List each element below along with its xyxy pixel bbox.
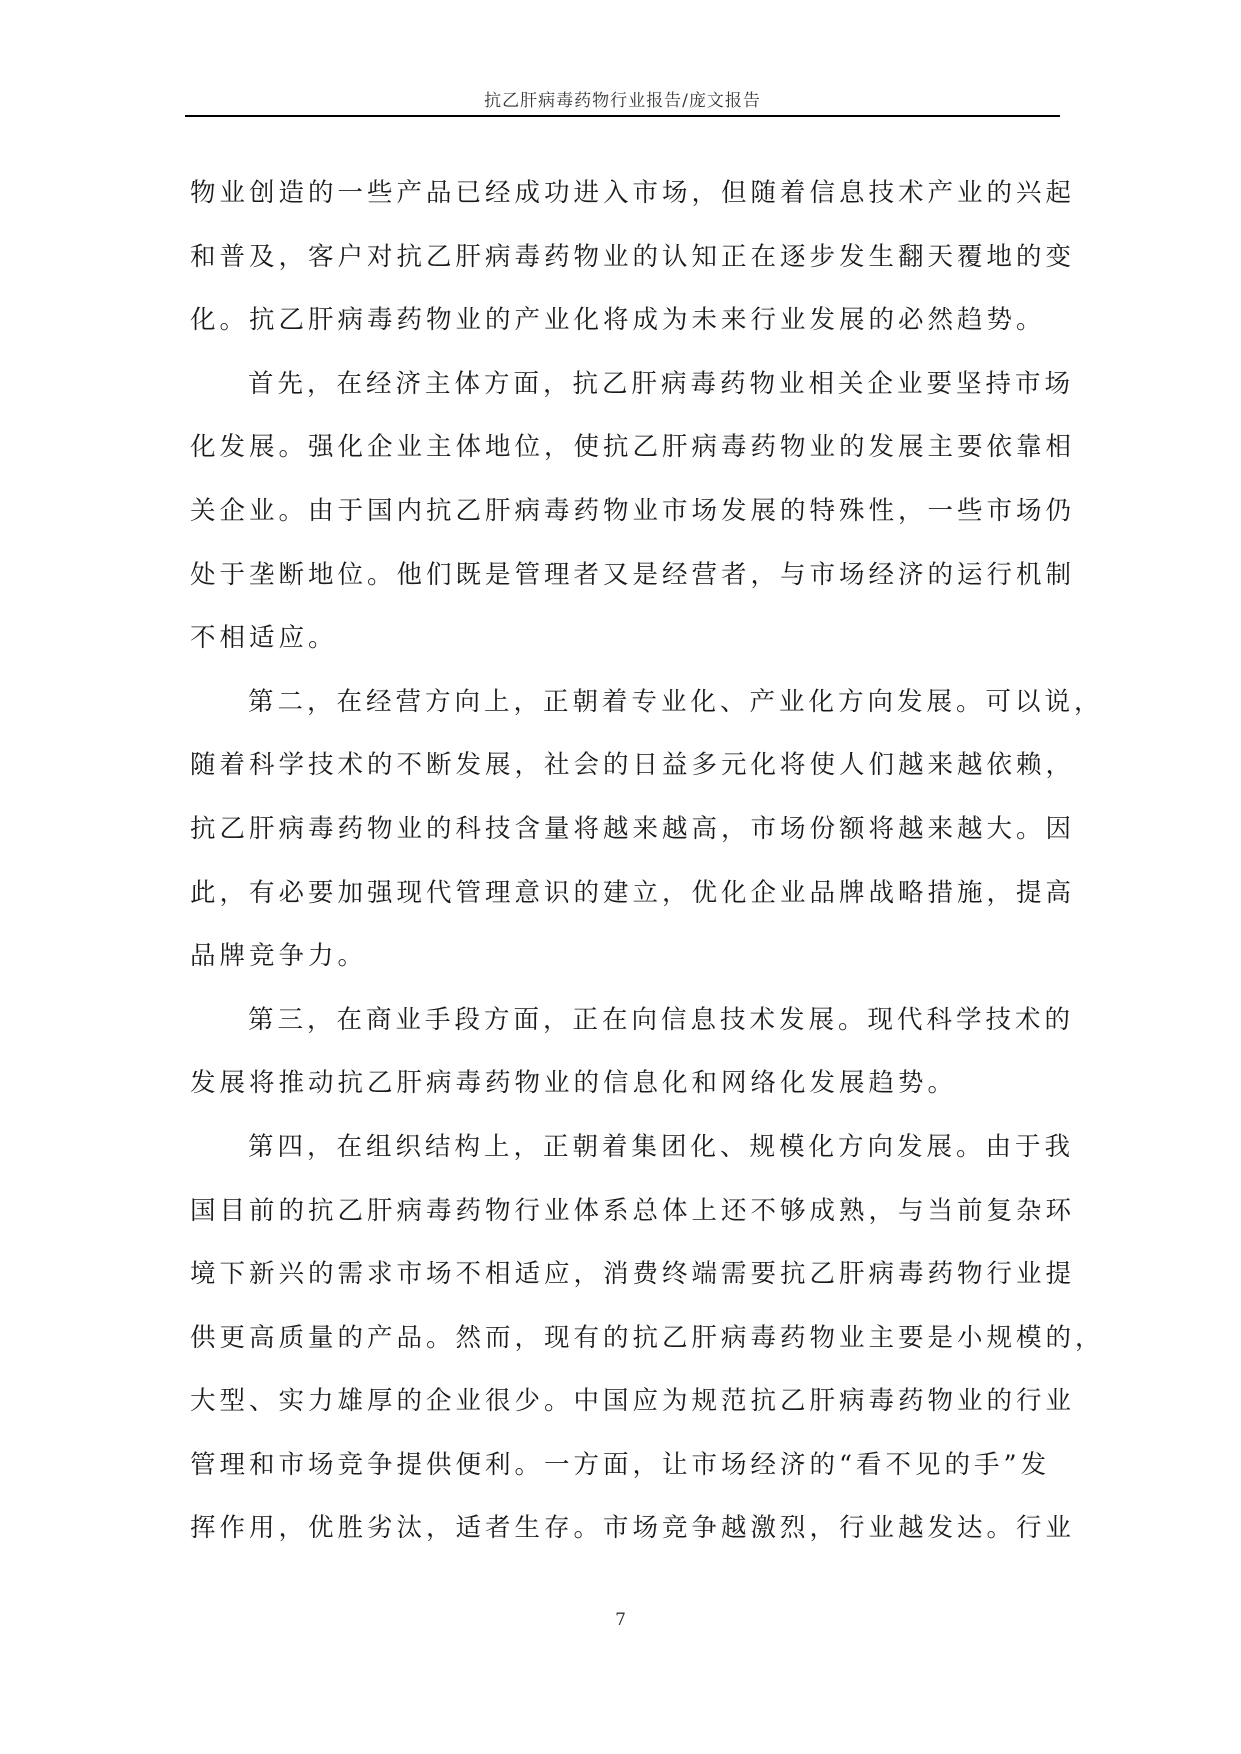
text-line: 处于垄断地位。他们既是管理者又是经营者，与市场经济的运行机制 (190, 559, 1076, 590)
text-line: 此，有必要加强现代管理意识的建立，优化企业品牌战略措施，提高 (190, 877, 1076, 908)
text-line: 大型、实力雄厚的企业很少。中国应为规范抗乙肝病毒药物业的行业 (190, 1386, 1076, 1417)
running-header: 抗乙肝病毒药物行业报告/庞文报告 (484, 91, 761, 111)
text-line: 和普及，客户对抗乙肝病毒药物业的认知正在逐步发生翻天覆地的变 (190, 241, 1076, 272)
text-line: 品牌竞争力。 (190, 941, 368, 972)
paragraph-first-line: 第四，在组织结构上，正朝着集团化、规模化方向发展。由于我 (248, 1131, 1075, 1162)
text-line: 化发展。强化企业主体地位，使抗乙肝病毒药物业的发展主要依靠相 (190, 432, 1076, 463)
paragraph-first-line: 第三，在商业手段方面，正在向信息技术发展。现代科学技术的 (248, 1004, 1075, 1035)
text-line: 关企业。由于国内抗乙肝病毒药物业市场发展的特殊性，一些市场仍 (190, 495, 1076, 526)
header-divider (185, 115, 1060, 117)
text-line: 抗乙肝病毒药物业的科技含量将越来越高，市场份额将越来越大。因 (190, 813, 1076, 844)
text-line: 随着科学技术的不断发展，社会的日益多元化将使人们越来越依赖， (190, 750, 1076, 781)
text-line: 物业创造的一些产品已经成功进入市场，但随着信息技术产业的兴起 (190, 178, 1076, 208)
text-line: 挥作用，优胜劣汰，适者生存。市场竞争越激烈，行业越发达。行业 (190, 1513, 1076, 1544)
body-text (190, 162, 1105, 1561)
paragraph-first-line: 第二，在经营方向上，正朝着专业化、产业化方向发展。可以说， (248, 686, 1104, 717)
page-number: 7 (615, 1610, 626, 1630)
text-line: 不相适应。 (190, 623, 338, 654)
text-line: 供更高质量的产品。然而，现有的抗乙肝病毒药物业主要是小规模的， (190, 1322, 1105, 1353)
text-line: 发展将推动抗乙肝病毒药物业的信息化和网络化发展趋势。 (190, 1068, 958, 1099)
paragraph-first-line: 首先，在经济主体方面，抗乙肝病毒药物业相关企业要坚持市场 (248, 368, 1075, 399)
text-line: 管理和市场竞争提供便利。一方面，让市场经济的“看不见的手”发 (190, 1449, 1051, 1480)
text-line: 境下新兴的需求市场不相适应，消费终端需要抗乙肝病毒药物行业提 (190, 1259, 1076, 1290)
text-line: 化。抗乙肝病毒药物业的产业化将成为未来行业发展的必然趋势。 (190, 305, 1046, 336)
text-line: 国目前的抗乙肝病毒药物行业体系总体上还不够成熟，与当前复杂环 (190, 1195, 1076, 1226)
